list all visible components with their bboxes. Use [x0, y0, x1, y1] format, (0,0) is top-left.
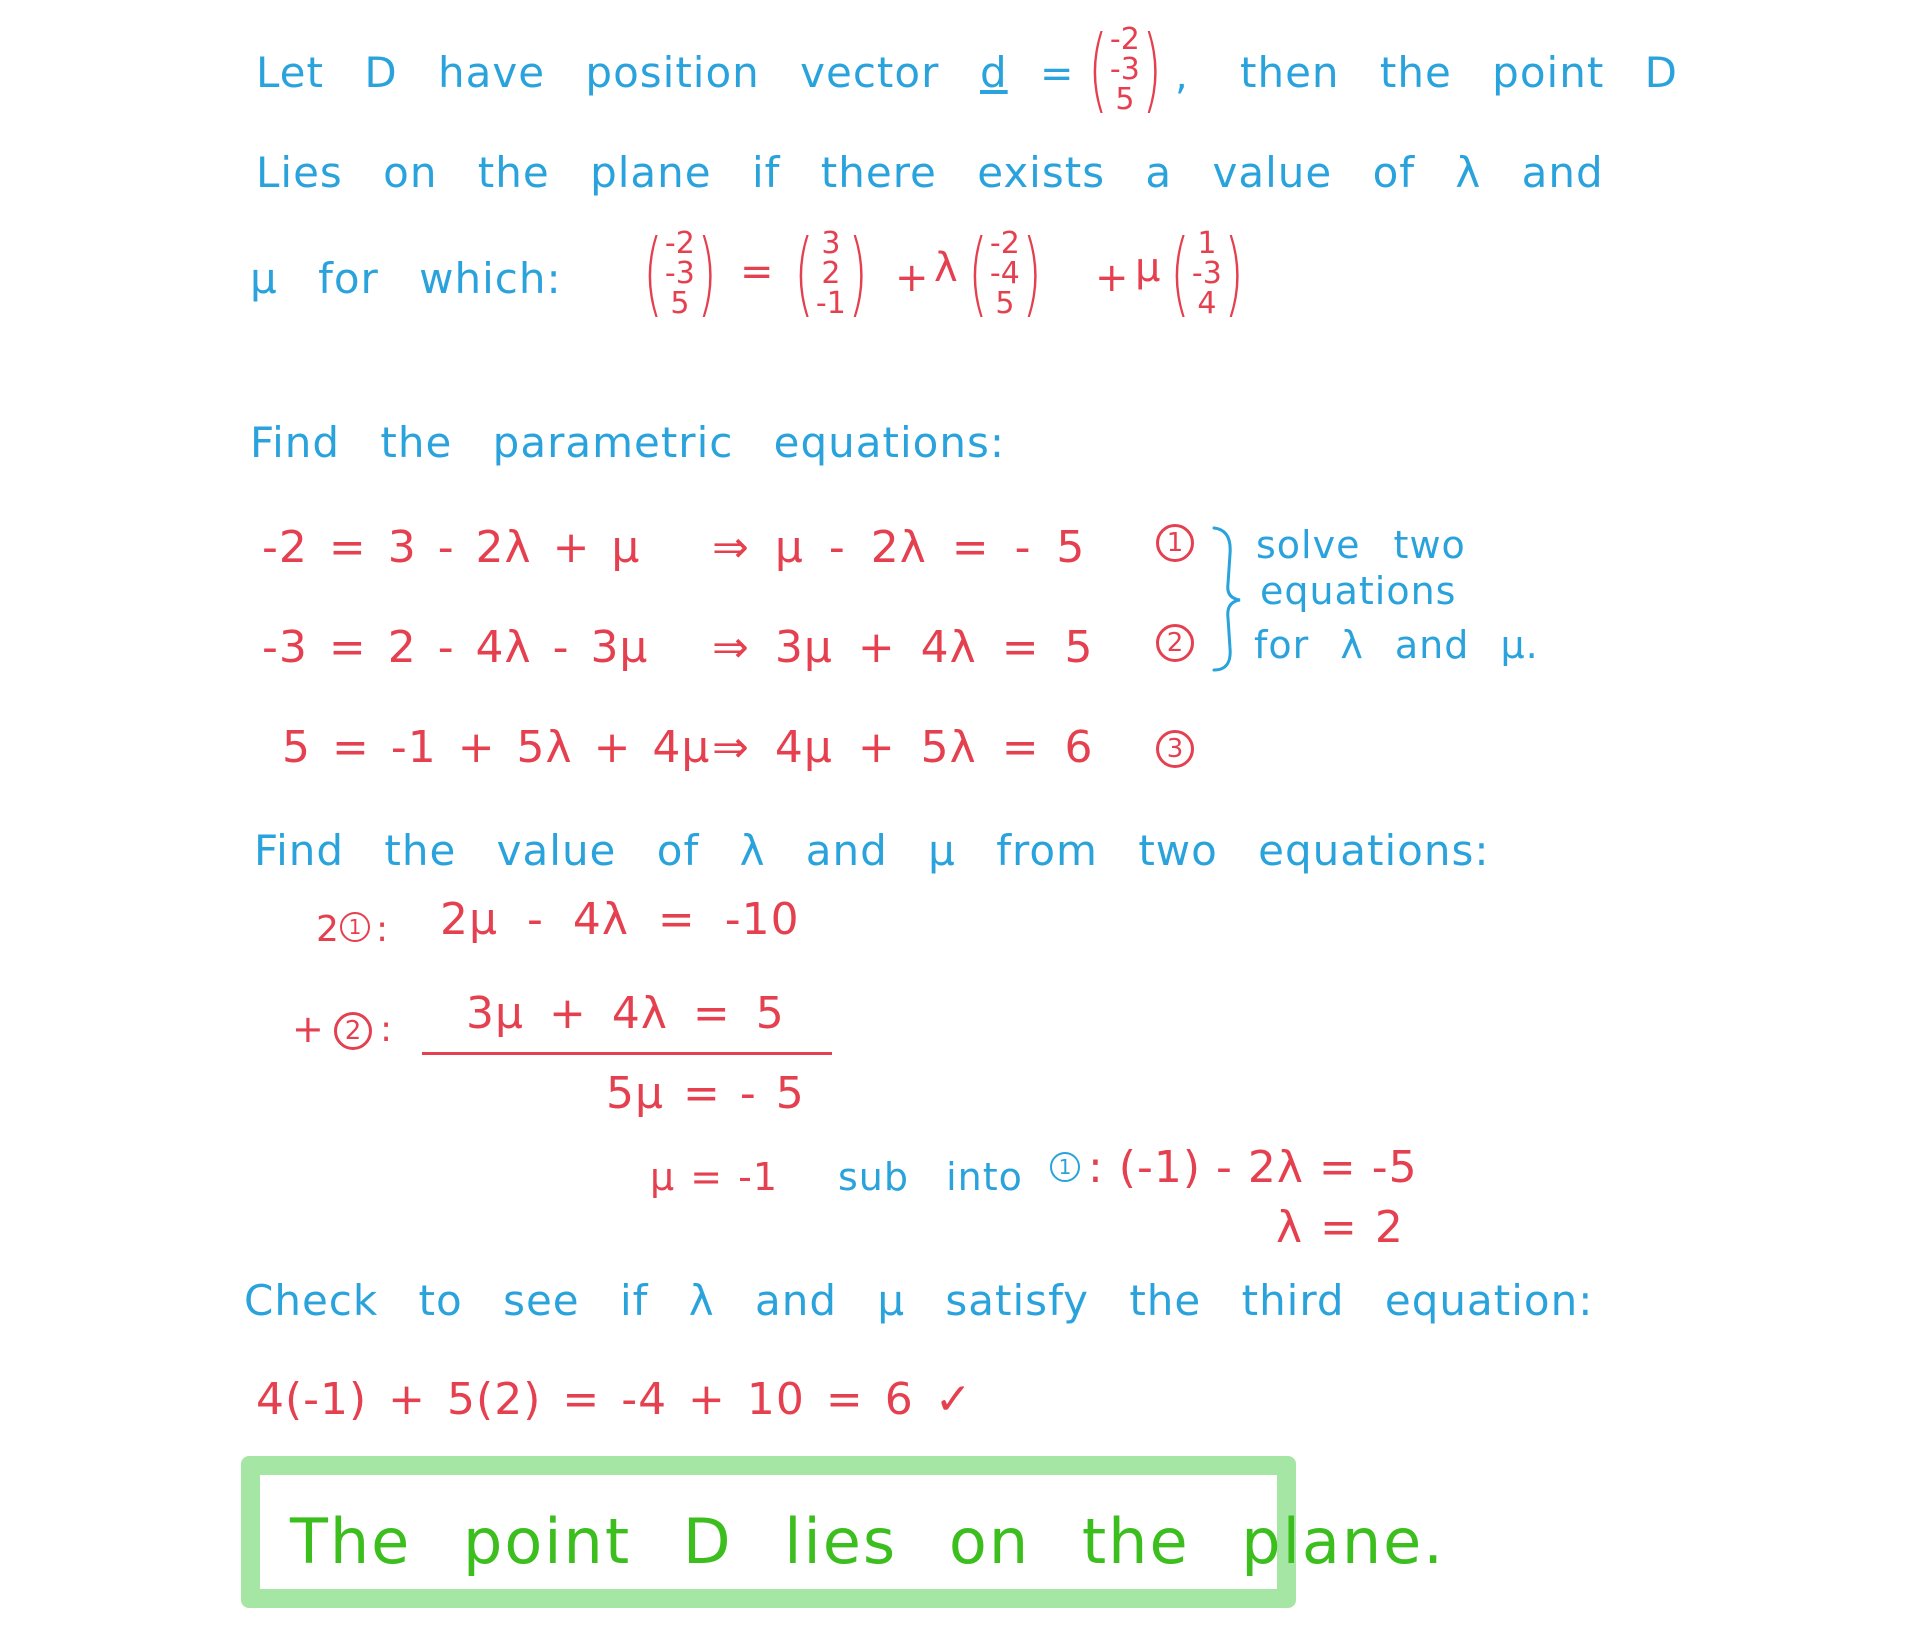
sub-text: sub into — [838, 1155, 1023, 1199]
vector-d: ( -2 -3 5 ) — [643, 220, 717, 327]
step2-equation: 3μ + 4λ = 5 — [466, 988, 785, 1039]
result-5mu: 5μ = - 5 — [606, 1068, 805, 1119]
note-line3: for λ and μ. — [1254, 623, 1539, 667]
eq3-rhs: ⇒ 4μ + 5λ = 6 — [712, 722, 1094, 773]
eq1-label: 1 — [1156, 524, 1194, 562]
comma: , — [1175, 53, 1188, 99]
vector-b: ( -2 -4 5 ) — [968, 220, 1042, 327]
result-lambda: λ = 2 — [1276, 1202, 1404, 1253]
step2-label-circle: 2 — [334, 1012, 372, 1050]
step1-label-circle: 1 — [340, 912, 370, 942]
sub-equation: : (-1) - 2λ = -5 — [1088, 1142, 1418, 1193]
intro-line3: μ for which: — [250, 254, 562, 303]
note-line1: solve two — [1256, 523, 1466, 567]
vector-d-symbol: d — [980, 48, 1008, 97]
step1-label-2: 2 — [316, 909, 340, 950]
curly-brace — [1208, 524, 1248, 674]
step2-plus: + — [292, 1007, 325, 1051]
sum-line — [422, 1052, 832, 1055]
vector-d-top: ( -2 -3 5 ) — [1088, 16, 1162, 123]
intro-line1-b: then the point D — [1240, 48, 1678, 97]
step1-equation: 2μ - 4λ = -10 — [440, 894, 800, 945]
conclusion-text: The point D lies on the plane. — [290, 1505, 1446, 1578]
intro-line2: Lies on the plane if there exists a value of λ and — [256, 148, 1604, 197]
vector-a: ( 3 2 -1 ) — [794, 220, 868, 327]
eq2-rhs: ⇒ 3μ + 4λ = 5 — [712, 622, 1094, 673]
eq2-label: 2 — [1156, 624, 1194, 662]
step2-colon: : — [380, 1009, 394, 1050]
eq2-lhs: -3 = 2 - 4λ - 3μ — [262, 622, 649, 673]
result-mu: μ = -1 — [650, 1155, 779, 1199]
check-heading: Check to see if λ and μ satisfy the third equation: — [244, 1276, 1594, 1325]
check-equation: 4(-1) + 5(2) = -4 + 10 = 6 ✓ — [256, 1374, 973, 1425]
step1-colon: : — [376, 909, 390, 950]
intro-line1-a: Let D have position vector — [256, 48, 940, 97]
mu-symbol: μ — [1135, 245, 1161, 291]
equals-sign-2: = — [740, 249, 774, 295]
solve-heading: Find the value of λ and μ from two equations: — [254, 826, 1490, 875]
parametric-heading: Find the parametric equations: — [250, 418, 1006, 467]
equals-sign: = — [1040, 51, 1074, 97]
vector-d-components: -2 -3 5 — [1109, 22, 1140, 117]
sub-circle: 1 — [1050, 1152, 1080, 1182]
lambda-symbol: λ — [934, 245, 958, 291]
conclusion-box — [241, 1456, 1446, 1608]
eq1-rhs: ⇒ μ - 2λ = - 5 — [712, 522, 1086, 573]
eq3-label: 3 — [1156, 730, 1194, 768]
eq1-lhs: -2 = 3 - 2λ + μ — [262, 522, 641, 573]
eq3-lhs: 5 = -1 + 5λ + 4μ — [282, 722, 711, 773]
plus-sign-2: + — [1095, 255, 1129, 301]
vector-c: ( 1 -3 4 ) — [1170, 220, 1244, 327]
plus-sign-1: + — [895, 255, 929, 301]
note-line2: equations — [1260, 569, 1457, 613]
